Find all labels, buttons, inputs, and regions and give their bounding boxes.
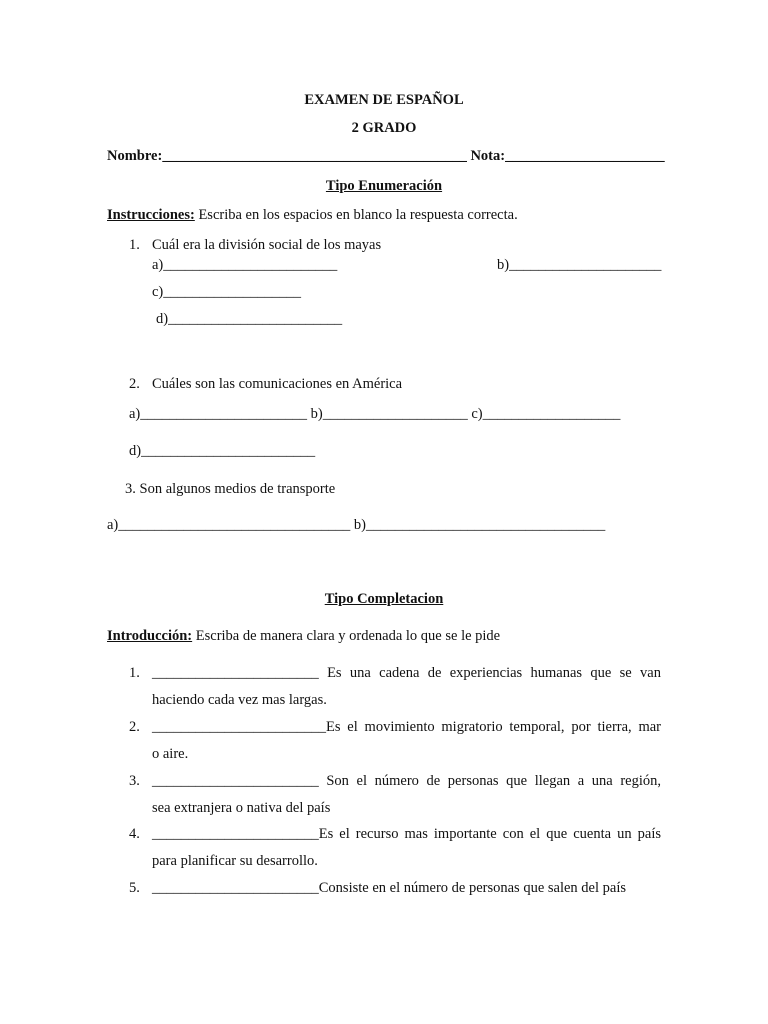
q2-answers-abc[interactable]: a)_______________________ b)____________________ c)___________________ [129,406,621,422]
item-line-1[interactable]: _______________________Es el recurso mas importante con el que cuenta un país [152,826,661,842]
name-nota-line [107,147,665,165]
q3-text: 3. Son algunos medios de transporte [125,481,336,497]
q2-text: Cuáles son las comunicaciones en América [152,376,403,392]
instructions-text: Escriba en los espacios en blanco la respuesta correcta. [194,207,518,223]
item-line-2: o aire. [152,746,189,762]
q2-answer-d[interactable]: d)________________________ [129,443,316,459]
item-number: 5. [129,880,140,896]
instructions [107,206,518,224]
q1-number: 1. [129,237,140,253]
nota-label: Nota: [470,148,506,164]
item-number: 1. [129,665,140,681]
q1-answer-b[interactable]: b)_____________________ [497,257,662,273]
nota-blank[interactable]: ______________________ [505,148,665,164]
exam-title: EXAMEN DE ESPAÑOL [304,92,464,108]
introduction-label: Introducción: [107,628,193,644]
q1-answer-c[interactable]: c)___________________ [152,284,302,300]
item-line-1[interactable]: _______________________ Es una cadena de experiencias humanas que se van [152,665,661,681]
section-completacion-title: Tipo Completacion [324,591,444,607]
item-line-1[interactable]: _______________________ Son el número de personas que llegan a una región, [152,773,661,789]
section-enumeracion-title: Tipo Enumeración [325,178,443,194]
item-line-2: sea extranjera o nativa del país [152,800,331,816]
item-line-1[interactable]: _______________________Consiste en el número de personas que salen del país [152,880,626,896]
q1-answer-a[interactable]: a)________________________ [152,257,338,273]
item-line-2: para planificar su desarrollo. [152,853,318,869]
nombre-blank[interactable]: __________________________________________ [162,148,467,164]
introduction [107,627,500,645]
item-line-1[interactable]: ________________________Es el movimiento migratorio temporal, por tierra, mar [152,719,661,735]
item-number: 2. [129,719,140,735]
q3-answers-ab[interactable]: a)________________________________ b)_________________________________ [107,517,606,533]
item-line-2: haciendo cada vez mas largas. [152,692,327,708]
grade-label: 2 GRADO [351,120,417,136]
item-number: 3. [129,773,140,789]
q1-text: Cuál era la división social de los mayas [152,237,382,253]
item-number: 4. [129,826,140,842]
instructions-label: Instrucciones: [107,207,195,223]
nombre-label: Nombre: [107,148,163,164]
q2-number: 2. [129,376,140,392]
introduction-text: Escriba de manera clara y ordenada lo que se le pide [192,628,501,644]
q1-answer-d[interactable]: d)________________________ [156,311,343,327]
